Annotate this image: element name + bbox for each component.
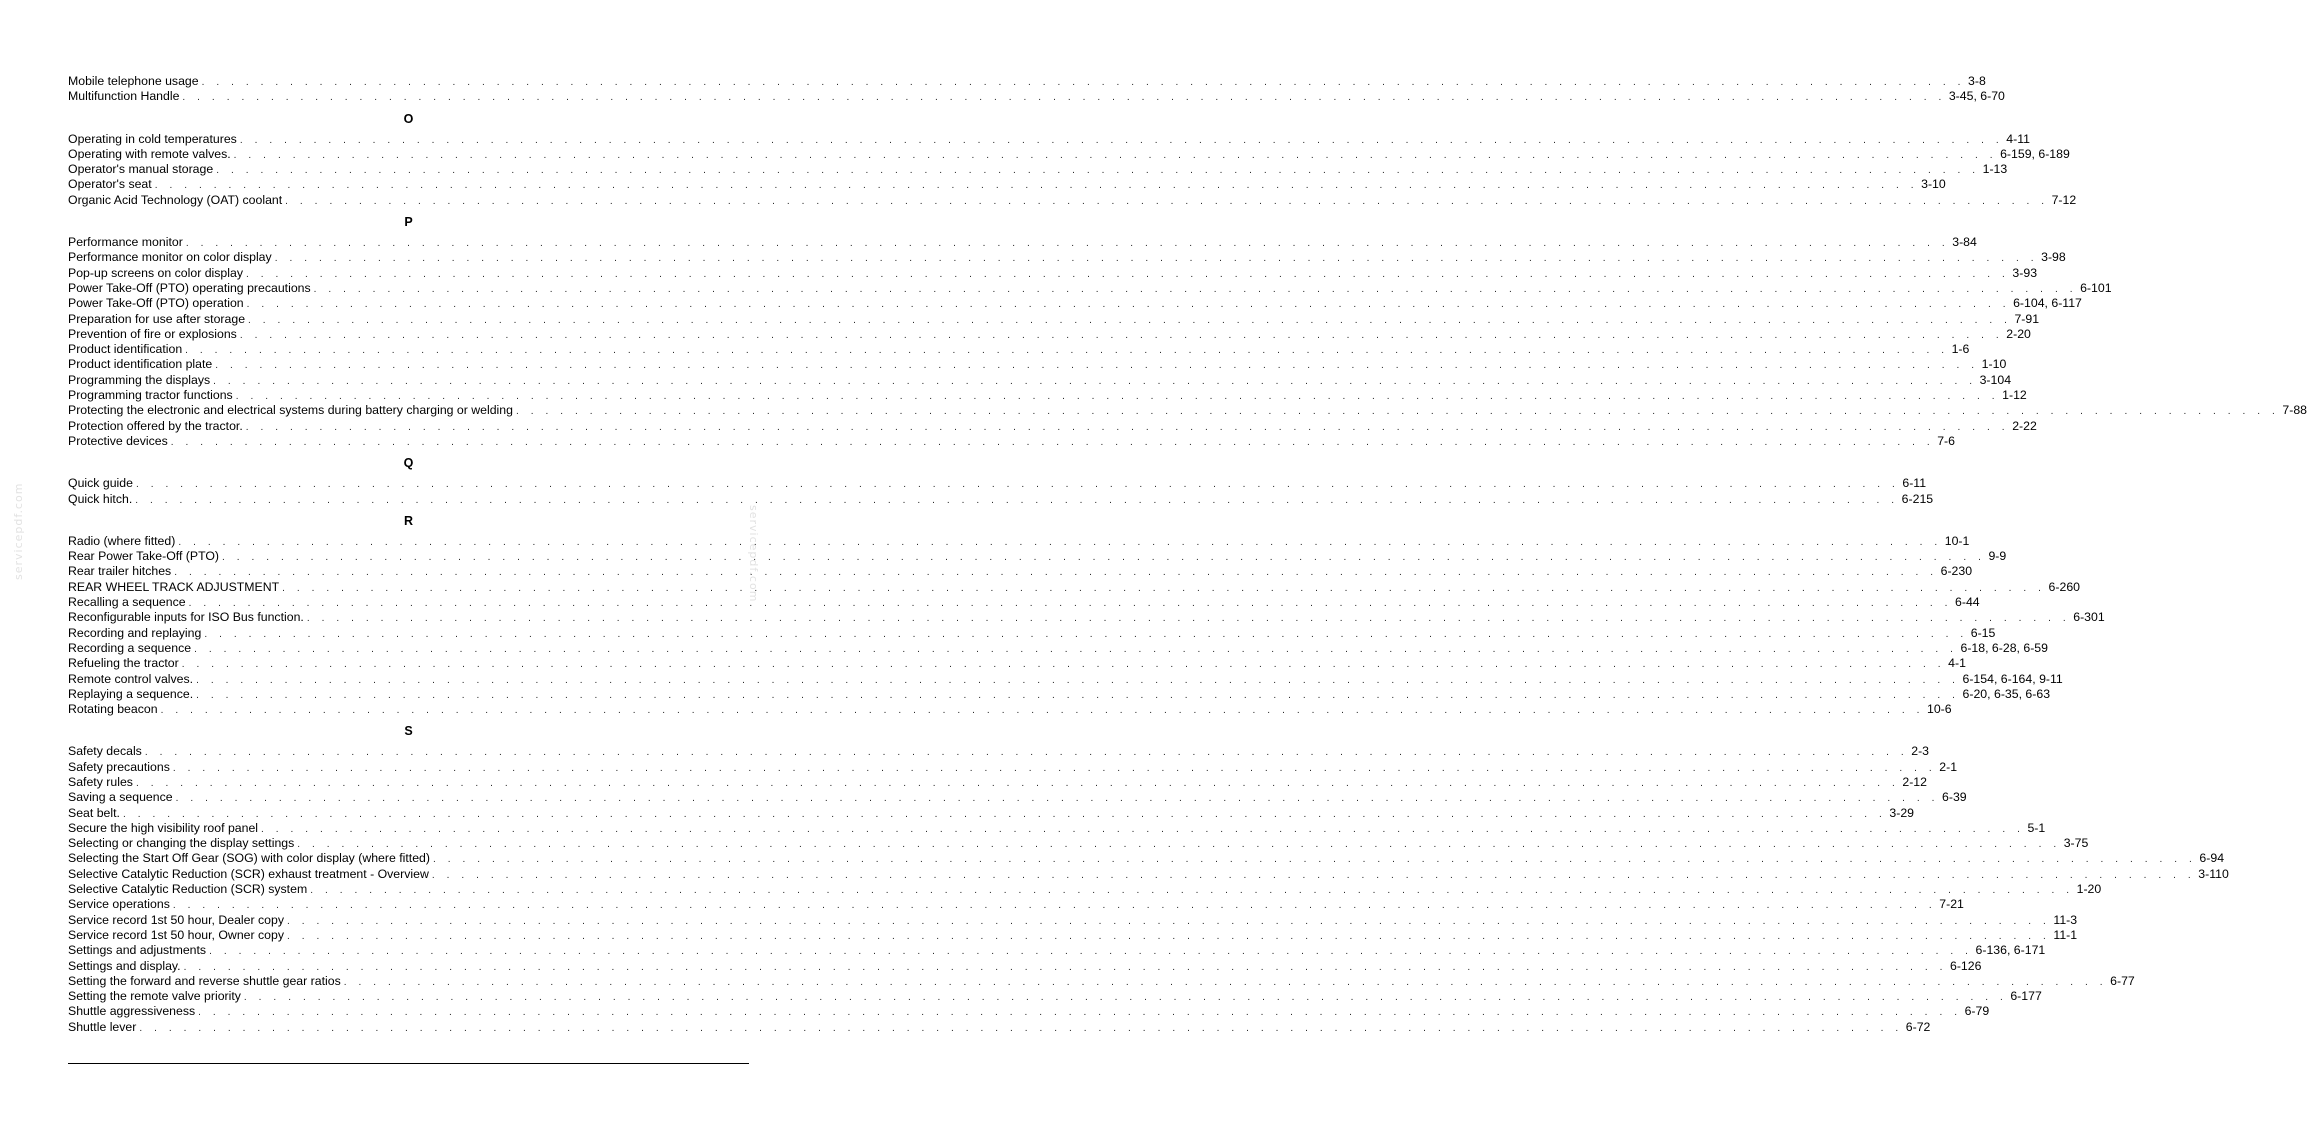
- index-entry[interactable]: [68, 280, 2112, 296]
- dot-leader: . . . . . . . . . . . . . . . . . . . . . . . . . . . . . . . . . . . . . . . . . . . . . . . . . . . . . . . . . . . . . . . . . . . . . . . . . . . . . . . . . . . . . . . . . . . . . . . . . . . . . . . . . . . . . . . . . . . . . . . .: [196, 689, 1960, 701]
- dot-leader: . . . . . . . . . . . . . . . . . . . . . . . . . . . . . . . . . . . . . . . . . . . . . . . . . . . . . . . . . . . . . . . . . . . . . . . . . . . . . . . . . . . . . . . . . . . . . . . . . . . . . . . . . . . . . . . . . . . . . . . .: [431, 869, 2196, 881]
- index-term: Operating with remote valves.: [68, 146, 231, 161]
- index-page-reference[interactable]: 6-15: [1970, 625, 1996, 640]
- index-page-reference[interactable]: 1-20: [2076, 882, 2102, 897]
- index-term: Programming the displays: [68, 372, 211, 387]
- dot-leader: . . . . . . . . . . . . . . . . . . . . . . . . . . . . . . . . . . . . . . . . . . . . . . . . . . . . . . . . . . . . . . . . . . . . . . . . . . . . . . . . . . . . . . . . . . . . . . . . . . . . . . . . . . . . . . . . . . . . . . . .: [306, 613, 2071, 625]
- index-term: Power Take-Off (PTO) operation: [68, 296, 244, 311]
- index-page-reference[interactable]: 3-10: [1921, 177, 1946, 192]
- dot-leader: . . . . . . . . . . . . . . . . . . . . . . . . . . . . . . . . . . . . . . . . . . . . . . . . . . . . . . . . . . . . . . . . . . . . . . . . . . . . . . . . . . . . . . . . . . . . . . . . . . . . . . . . . . . . . . . . . . . . . . . .: [286, 930, 2051, 942]
- dot-leader: . . . . . . . . . . . . . . . . . . . . . . . . . . . . . . . . . . . . . . . . . . . . . . . . . . . . . . . . . . . . . . . . . . . . . . . . . . . . . . . . . . . . . . . . . . . . . . . . . . . . . . . . . . . . . . . . . . . . . . . .: [209, 946, 1973, 958]
- index-page-reference[interactable]: 6-154, 6-164, 9-11: [1962, 671, 2063, 686]
- index-term: Multifunction Handle: [68, 89, 180, 104]
- index-entry[interactable]: [68, 265, 2038, 281]
- index-page-reference[interactable]: 10-6: [1926, 702, 1952, 717]
- index-term: Rear trailer hitches: [68, 564, 172, 579]
- dot-leader: . . . . . . . . . . . . . . . . . . . . . . . . . . . . . . . . . . . . . . . . . . . . . . . . . . . . . . . . . . . . . . . . . . . . . . . . . . . . . . . . . . . . . . . . . . . . . . . . . . . . . . . . . . . . . . . . . . . . . . . .: [216, 165, 1980, 177]
- index-page-reference[interactable]: 2-20: [2006, 326, 2031, 341]
- index-term: Reconfigurable inputs for ISO Bus function.: [68, 610, 304, 625]
- index-entry[interactable]: [68, 131, 2030, 147]
- dot-leader: . . . . . . . . . . . . . . . . . . . . . . . . . . . . . . . . . . . . . . . . . . . . . . . . . . . . . . . . . . . . . . . . . . . . . . . . . . . . . . . . . . . . . . . . . . . . . . . . . . . . . . . . . . . . . . . . . . . . . . . .: [144, 747, 1909, 759]
- dot-leader: . . . . . . . . . . . . . . . . . . . . . . . . . . . . . . . . . . . . . . . . . . . . . . . . . . . . . . . . . . . . . . . . . . . . . . . . . . . . . . . . . . . . . . . . . . . . . . . . . . . . . . . . . . . . . . . . . . . . . . . .: [233, 149, 1998, 161]
- index-page-reference[interactable]: 7-12: [2051, 192, 2077, 207]
- index-term: Safety rules: [68, 774, 133, 789]
- index-term: Selective Catalytic Reduction (SCR) system: [68, 882, 308, 897]
- index-entry[interactable]: [68, 805, 1915, 821]
- index-term: Rotating beacon: [68, 702, 158, 717]
- dot-leader: . . . . . . . . . . . . . . . . . . . . . . . . . . . . . . . . . . . . . . . . . . . . . . . . . . . . . . . . . . . . . . . . . . . . . . . . . . . . . . . . . . . . . . . . . . . . . . . . . . . . . . . . . . . . . . . . . . . . . . . .: [245, 421, 2010, 433]
- dot-leader: . . . . . . . . . . . . . . . . . . . . . . . . . . . . . . . . . . . . . . . . . . . . . . . . . . . . . . . . . . . . . . . . . . . . . . . . . . . . . . . . . . . . . . . . . . . . . . . . . . . . . . . . . . . . . . . . . . . . . . . .: [433, 854, 2197, 866]
- index-entry[interactable]: [68, 418, 2037, 434]
- index-page-reference[interactable]: 6-39: [1942, 790, 1967, 805]
- index-term: Operating in cold temperatures: [68, 131, 237, 146]
- index-entry[interactable]: [68, 866, 2229, 882]
- index-page-reference[interactable]: 2-12: [1902, 774, 1927, 789]
- dot-leader: . . . . . . . . . . . . . . . . . . . . . . . . . . . . . . . . . . . . . . . . . . . . . . . . . . . . . . . . . . . . . . . . . . . . . . . . . . . . . . . . . . . . . . . . . . . . . . . . . . . . . . . . . . . . . . . . . . . . . . . .: [222, 552, 1986, 564]
- index-entry[interactable]: [68, 671, 2063, 687]
- index-page-reference[interactable]: 2-22: [2012, 418, 2037, 433]
- dot-leader: . . . . . . . . . . . . . . . . . . . . . . . . . . . . . . . . . . . . . . . . . . . . . . . . . . . . . . . . . . . . . . . . . . . . . . . . . . . . . . . . . . . . . . . . . . . . . . . . . . . . . . . . . . . . . . . . . . . . . . . .: [172, 900, 1937, 912]
- index-entry[interactable]: [68, 640, 2048, 656]
- dot-leader: . . . . . . . . . . . . . . . . . . . . . . . . . . . . . . . . . . . . . . . . . . . . . . . . . . . . . . . . . . . . . . . . . . . . . . . . . . . . . . . . . . . . . . . . . . . . . . . . . . . . . . . . . . . . . . . . . . . . . . . .: [261, 823, 2025, 835]
- index-page-reference[interactable]: 3-110: [2198, 866, 2229, 881]
- index-entry[interactable]: [68, 296, 2082, 311]
- index-term: Seat belt.: [68, 805, 120, 820]
- index-term: Prevention of fire or explosions: [68, 326, 237, 341]
- index-entry[interactable]: [68, 882, 2102, 897]
- index-term: Service record 1st 50 hour, Dealer copy: [68, 912, 284, 927]
- index-page-reference[interactable]: 3-98: [2041, 250, 2066, 265]
- dot-leader: . . . . . . . . . . . . . . . . . . . . . . . . . . . . . . . . . . . . . . . . . . . . . . . . . . . . . . . . . . . . . . . . . . . . . . . . . . . . . . . . . . . . . . . . . . . . . . . . . . . . . . . . . . . . . . . . . . . . . . . .: [139, 1022, 1903, 1034]
- dot-leader: . . . . . . . . . . . . . . . . . . . . . . . . . . . . . . . . . . . . . . . . . . . . . . . . . . . . . . . . . . . . . . . . . . . . . . . . . . . . . . . . . . . . . . . . . . . . . . . . . . . . . . . . . . . . . . . . . . . . . . . .: [154, 180, 1919, 192]
- index-entry[interactable]: [68, 235, 1977, 250]
- index-page-reference[interactable]: 6-136, 6-171: [1975, 943, 2046, 958]
- index-term: Settings and adjustments: [68, 943, 207, 958]
- index-section: [68, 724, 2229, 1035]
- index-entry[interactable]: [68, 579, 2080, 595]
- index-entry[interactable]: [68, 533, 1970, 549]
- index-page-reference[interactable]: 6-79: [1964, 1004, 1990, 1019]
- dot-leader: . . . . . . . . . . . . . . . . . . . . . . . . . . . . . . . . . . . . . . . . . . . . . . . . . . . . . . . . . . . . . . . . . . . . . . . . . . . . . . . . . . . . . . . . . . . . . . . . . . . . . . . . . . . . . . . . . . . . . . . .: [135, 494, 1899, 506]
- index-page-reference[interactable]: 6-94: [2199, 851, 2225, 866]
- index-page-reference[interactable]: 3-93: [2012, 265, 2038, 280]
- index-entry[interactable]: [68, 89, 2005, 104]
- section-letter-heading: O: [403, 111, 414, 126]
- dot-leader: . . . . . . . . . . . . . . . . . . . . . . . . . . . . . . . . . . . . . . . . . . . . . . . . . . . . . . . . . . . . . . . . . . . . . . . . . . . . . . . . . . . . . . . . . . . . . . . . . . . . . . . . . . . . . . . . . . . . . . . .: [515, 406, 2280, 418]
- index-entry[interactable]: [68, 744, 1930, 759]
- index-entry[interactable]: [68, 1004, 1990, 1019]
- section-letter-heading: S: [404, 724, 413, 739]
- dot-leader: . . . . . . . . . . . . . . . . . . . . . . . . . . . . . . . . . . . . . . . . . . . . . . . . . . . . . . . . . . . . . . . . . . . . . . . . . . . . . . . . . . . . . . . . . . . . . . . . . . . . . . . . . . . . . . . . . . . . . . . .: [235, 391, 2000, 403]
- index-page-reference[interactable]: 11-3: [2053, 912, 2078, 927]
- index-page-reference[interactable]: 5-1: [2027, 820, 2046, 835]
- index-page-reference[interactable]: 10-1: [1944, 533, 1970, 548]
- index-term: Settings and display.: [68, 958, 181, 973]
- index-term: Shuttle lever: [68, 1019, 137, 1034]
- dot-leader: . . . . . . . . . . . . . . . . . . . . . . . . . . . . . . . . . . . . . . . . . . . . . . . . . . . . . . . . . . . . . . . . . . . . . . . . . . . . . . . . . . . . . . . . . . . . . . . . . . . . . . . . . . . . . . . . . . . . . . . .: [122, 808, 1887, 820]
- index-term: Pop-up screens on color display: [68, 265, 243, 280]
- dot-leader: . . . . . . . . . . . . . . . . . . . . . . . . . . . . . . . . . . . . . . . . . . . . . . . . . . . . . . . . . . . . . . . . . . . . . . . . . . . . . . . . . . . . . . . . . . . . . . . . . . . . . . . . . . . . . . . . . . . . . . . .: [188, 598, 1953, 610]
- index-entry[interactable]: [68, 625, 1996, 641]
- index-page-reference[interactable]: 2-1: [1939, 759, 1958, 774]
- dot-leader: . . . . . . . . . . . . . . . . . . . . . . . . . . . . . . . . . . . . . . . . . . . . . . . . . . . . . . . . . . . . . . . . . . . . . . . . . . . . . . . . . . . . . . . . . . . . . . . . . . . . . . . . . . . . . . . . . . . . . . . .: [175, 793, 1940, 805]
- index-page-reference[interactable]: 6-215: [1901, 491, 1934, 506]
- index-term: Recording and replaying: [68, 625, 202, 640]
- index-entry[interactable]: [68, 610, 2105, 625]
- index-page-reference[interactable]: 6-159, 6-189: [2000, 146, 2070, 161]
- index-page-reference[interactable]: 3-8: [1968, 74, 1986, 88]
- index-term: Setting the forward and reverse shuttle gear ratios: [68, 973, 341, 988]
- index-term: Selecting or changing the display settings: [68, 836, 295, 851]
- index-page-reference[interactable]: 6-72: [1905, 1019, 1931, 1034]
- index-entry[interactable]: [68, 372, 2012, 388]
- index-term: Protective devices: [68, 433, 168, 448]
- index-entry[interactable]: [68, 958, 1982, 974]
- index-page-reference[interactable]: 6-20, 6-35, 6-63: [1962, 686, 2051, 701]
- index-entry[interactable]: [68, 403, 2307, 418]
- index-page-reference[interactable]: 6-101: [2080, 280, 2112, 295]
- section-letter-heading: P: [404, 215, 413, 230]
- index-entry[interactable]: [68, 357, 2007, 372]
- dot-leader: . . . . . . . . . . . . . . . . . . . . . . . . . . . . . . . . . . . . . . . . . . . . . . . . . . . . . . . . . . . . . . . . . . . . . . . . . . . . . . . . . . . . . . . . . . . . . . . . . . . . . . . . . . . . . . . . . . . . . . . .: [310, 885, 2074, 897]
- index-term: Mobile telephone usage: [68, 74, 199, 88]
- index-page-reference[interactable]: 2-3: [1911, 744, 1930, 759]
- dot-leader: . . . . . . . . . . . . . . . . . . . . . . . . . . . . . . . . . . . . . . . . . . . . . . . . . . . . . . . . . . . . . . . . . . . . . . . . . . . . . . . . . . . . . . . . . . . . . . . . . . . . . . . . . . . . . . . . . . . . . . . .: [201, 77, 1966, 88]
- index-entry[interactable]: [68, 897, 1964, 912]
- index-term: Operator's manual storage: [68, 162, 214, 177]
- index-page-reference[interactable]: 1-10: [1981, 357, 2007, 372]
- index-entry[interactable]: [68, 192, 2077, 208]
- index-page-reference[interactable]: 6-301: [2073, 610, 2105, 625]
- dot-leader: . . . . . . . . . . . . . . . . . . . . . . . . . . . . . . . . . . . . . . . . . . . . . . . . . . . . . . . . . . . . . . . . . . . . . . . . . . . . . . . . . . . . . . . . . . . . . . . . . . . . . . . . . . . . . . . . . . . . . . . .: [178, 536, 1942, 548]
- dot-leader: . . . . . . . . . . . . . . . . . . . . . . . . . . . . . . . . . . . . . . . . . . . . . . . . . . . . . . . . . . . . . . . . . . . . . . . . . . . . . . . . . . . . . . . . . . . . . . . . . . . . . . . . . . . . . . . . . . . . . . . .: [239, 329, 2004, 341]
- index-entry[interactable]: [68, 656, 1966, 671]
- dot-leader: . . . . . . . . . . . . . . . . . . . . . . . . . . . . . . . . . . . . . . . . . . . . . . . . . . . . . . . . . . . . . . . . . . . . . . . . . . . . . . . . . . . . . . . . . . . . . . . . . . . . . . . . . . . . . . . . . . . . . . . .: [185, 238, 1950, 250]
- index-page-reference[interactable]: 6-260: [2048, 579, 2080, 594]
- index-page-reference[interactable]: 6-126: [1950, 958, 1982, 973]
- dot-leader: . . . . . . . . . . . . . . . . . . . . . . . . . . . . . . . . . . . . . . . . . . . . . . . . . . . . . . . . . . . . . . . . . . . . . . . . . . . . . . . . . . . . . . . . . . . . . . . . . . . . . . . . . . . . . . . . . . . . . . . .: [135, 479, 1900, 491]
- index-term: Service record 1st 50 hour, Owner copy: [68, 927, 284, 942]
- index-term: Protection offered by the tractor.: [68, 418, 243, 433]
- dot-leader: . . . . . . . . . . . . . . . . . . . . . . . . . . . . . . . . . . . . . . . . . . . . . . . . . . . . . . . . . . . . . . . . . . . . . . . . . . . . . . . . . . . . . . . . . . . . . . . . . . . . . . . . . . . . . . . . . . . . . . . .: [243, 992, 2008, 1004]
- section-letter-heading: R: [403, 513, 414, 528]
- index-term: Quick guide: [68, 476, 133, 491]
- index-entry[interactable]: [68, 836, 2089, 851]
- index-term: Power Take-Off (PTO) operating precautions: [68, 280, 311, 295]
- index-term: Organic Acid Technology (OAT) coolant: [68, 192, 283, 207]
- index-page-reference[interactable]: 7-6: [1937, 433, 1955, 448]
- index-page-reference[interactable]: 4-11: [2006, 131, 2030, 146]
- index-entry[interactable]: [68, 162, 2008, 177]
- index-entry[interactable]: [68, 74, 1986, 89]
- index-page-reference[interactable]: 6-18, 6-28, 6-59: [1960, 640, 2048, 655]
- dot-leader: . . . . . . . . . . . . . . . . . . . . . . . . . . . . . . . . . . . . . . . . . . . . . . . . . . . . . . . . . . . . . . . . . . . . . . . . . . . . . . . . . . . . . . . . . . . . . . . . . . . . . . . . . . . . . . . . . . . . . . . .: [213, 375, 1977, 387]
- section-letter-heading: Q: [403, 456, 414, 471]
- dot-leader: . . . . . . . . . . . . . . . . . . . . . . . . . . . . . . . . . . . . . . . . . . . . . . . . . . . . . . . . . . . . . . . . . . . . . . . . . . . . . . . . . . . . . . . . . . . . . . . . . . . . . . . . . . . . . . . . . . . . . . . .: [274, 253, 2039, 265]
- watermark-right: servicepdf.com: [747, 505, 760, 603]
- index-term: Recalling a sequence: [68, 595, 186, 610]
- index-term: Shuttle aggressiveness: [68, 1004, 196, 1019]
- index-term: Recording a sequence: [68, 640, 192, 655]
- index-page-reference[interactable]: 6-230: [1940, 564, 1973, 579]
- dot-leader: . . . . . . . . . . . . . . . . . . . . . . . . . . . . . . . . . . . . . . . . . . . . . . . . . . . . . . . . . . . . . . . . . . . . . . . . . . . . . . . . . . . . . . . . . . . . . . . . . . . . . . . . . . . . . . . . . . . . . . . .: [343, 976, 2108, 988]
- index-page-reference[interactable]: 3-84: [1952, 235, 1977, 250]
- index-entry[interactable]: [68, 1019, 1931, 1035]
- index-term: Replaying a sequence.: [68, 686, 194, 701]
- index-entry[interactable]: [68, 491, 1934, 507]
- index-term: REAR WHEEL TRACK ADJUSTMENT: [68, 579, 280, 594]
- dot-leader: . . . . . . . . . . . . . . . . . . . . . . . . . . . . . . . . . . . . . . . . . . . . . . . . . . . . . . . . . . . . . . . . . . . . . . . . . . . . . . . . . . . . . . . . . . . . . . . . . . . . . . . . . . . . . . . . . . . . . . . .: [194, 643, 1958, 655]
- index-term: Refueling the tractor: [68, 656, 179, 671]
- index-page-reference[interactable]: 3-29: [1889, 805, 1915, 820]
- index-entry[interactable]: [68, 912, 2078, 928]
- index-page-reference[interactable]: 7-21: [1939, 897, 1964, 912]
- index-term: Service operations: [68, 897, 170, 912]
- dot-leader: . . . . . . . . . . . . . . . . . . . . . . . . . . . . . . . . . . . . . . . . . . . . . . . . . . . . . . . . . . . . . . . . . . . . . . . . . . . . . . . . . . . . . . . . . . . . . . . . . . . . . . . . . . . . . . . . . . . . . . . .: [297, 839, 2061, 851]
- dot-leader: . . . . . . . . . . . . . . . . . . . . . . . . . . . . . . . . . . . . . . . . . . . . . . . . . . . . . . . . . . . . . . . . . . . . . . . . . . . . . . . . . . . . . . . . . . . . . . . . . . . . . . . . . . . . . . . . . . . . . . . .: [135, 777, 1900, 789]
- dot-leader: . . . . . . . . . . . . . . . . . . . . . . . . . . . . . . . . . . . . . . . . . . . . . . . . . . . . . . . . . . . . . . . . . . . . . . . . . . . . . . . . . . . . . . . . . . . . . . . . . . . . . . . . . . . . . . . . . . . . . . . .: [282, 582, 2046, 594]
- index-term: Performance monitor: [68, 235, 183, 250]
- index-entry[interactable]: [68, 146, 2070, 162]
- index-entry[interactable]: [68, 790, 1967, 805]
- index-page-reference[interactable]: 3-104: [1979, 372, 2012, 387]
- index-entry[interactable]: [68, 564, 1973, 579]
- index-term: Protecting the electronic and electrical systems during battery charging or welding: [68, 403, 513, 418]
- dot-leader: . . . . . . . . . . . . . . . . . . . . . . . . . . . . . . . . . . . . . . . . . . . . . . . . . . . . . . . . . . . . . . . . . . . . . . . . . . . . . . . . . . . . . . . . . . . . . . . . . . . . . . . . . . . . . . . . . . . . . . . .: [182, 92, 1946, 104]
- dot-leader: . . . . . . . . . . . . . . . . . . . . . . . . . . . . . . . . . . . . . . . . . . . . . . . . . . . . . . . . . . . . . . . . . . . . . . . . . . . . . . . . . . . . . . . . . . . . . . . . . . . . . . . . . . . . . . . . . . . . . . . .: [204, 628, 1968, 640]
- index-term: Remote control valves.: [68, 671, 194, 686]
- index-page-reference[interactable]: 7-91: [2014, 311, 2040, 326]
- index-entry[interactable]: [68, 943, 2046, 958]
- watermark-left: servicepdf.com: [12, 482, 25, 580]
- index-entry[interactable]: [68, 595, 1980, 610]
- index-entry[interactable]: [68, 476, 1927, 491]
- dot-leader: . . . . . . . . . . . . . . . . . . . . . . . . . . . . . . . . . . . . . . . . . . . . . . . . . . . . . . . . . . . . . . . . . . . . . . . . . . . . . . . . . . . . . . . . . . . . . . . . . . . . . . . . . . . . . . . . . . . . . . . .: [246, 268, 2010, 280]
- index-term: Safety decals: [68, 744, 142, 759]
- index-page-reference[interactable]: 9-9: [1988, 549, 2007, 564]
- index-term: Saving a sequence: [68, 790, 173, 805]
- dot-leader: . . . . . . . . . . . . . . . . . . . . . . . . . . . . . . . . . . . . . . . . . . . . . . . . . . . . . . . . . . . . . . . . . . . . . . . . . . . . . . . . . . . . . . . . . . . . . . . . . . . . . . . . . . . . . . . . . . . . . . . .: [248, 314, 2012, 326]
- index-entry[interactable]: [68, 388, 2027, 403]
- index-page-reference[interactable]: 4-1: [1948, 656, 1966, 671]
- dot-leader: . . . . . . . . . . . . . . . . . . . . . . . . . . . . . . . . . . . . . . . . . . . . . . . . . . . . . . . . . . . . . . . . . . . . . . . . . . . . . . . . . . . . . . . . . . . . . . . . . . . . . . . . . . . . . . . . . . . . . . . .: [185, 345, 1949, 357]
- dot-leader: . . . . . . . . . . . . . . . . . . . . . . . . . . . . . . . . . . . . . . . . . . . . . . . . . . . . . . . . . . . . . . . . . . . . . . . . . . . . . . . . . . . . . . . . . . . . . . . . . . . . . . . . . . . . . . . . . . . . . . . .: [246, 299, 2011, 311]
- index-term: Product identification: [68, 342, 183, 357]
- dot-leader: . . . . . . . . . . . . . . . . . . . . . . . . . . . . . . . . . . . . . . . . . . . . . . . . . . . . . . . . . . . . . . . . . . . . . . . . . . . . . . . . . . . . . . . . . . . . . . . . . . . . . . . . . . . . . . . . . . . . . . . .: [174, 567, 1938, 579]
- dot-leader: . . . . . . . . . . . . . . . . . . . . . . . . . . . . . . . . . . . . . . . . . . . . . . . . . . . . . . . . . . . . . . . . . . . . . . . . . . . . . . . . . . . . . . . . . . . . . . . . . . . . . . . . . . . . . . . . . . . . . . . .: [170, 436, 1935, 448]
- index-page-reference[interactable]: 6-44: [1955, 595, 1980, 610]
- dot-leader: . . . . . . . . . . . . . . . . . . . . . . . . . . . . . . . . . . . . . . . . . . . . . . . . . . . . . . . . . . . . . . . . . . . . . . . . . . . . . . . . . . . . . . . . . . . . . . . . . . . . . . . . . . . . . . . . . . . . . . . .: [313, 283, 2078, 295]
- index-entry[interactable]: [68, 342, 1970, 357]
- index-page-reference[interactable]: 11-1: [2053, 927, 2078, 942]
- index-entry[interactable]: [68, 774, 1927, 790]
- index-entry[interactable]: [68, 177, 1946, 192]
- index-term: Quick hitch.: [68, 491, 133, 506]
- dot-leader: . . . . . . . . . . . . . . . . . . . . . . . . . . . . . . . . . . . . . . . . . . . . . . . . . . . . . . . . . . . . . . . . . . . . . . . . . . . . . . . . . . . . . . . . . . . . . . . . . . . . . . . . . . . . . . . . . . . . . . . .: [215, 360, 1979, 372]
- index-page-reference[interactable]: 3-75: [2063, 836, 2089, 851]
- index-section: [68, 215, 2307, 449]
- index-term: Rear Power Take-Off (PTO): [68, 549, 220, 564]
- index-entry[interactable]: [68, 250, 2066, 265]
- index-page-reference[interactable]: 1-6: [1951, 342, 1970, 357]
- index-section: [68, 74, 2005, 105]
- index-page-reference[interactable]: 1-13: [1982, 162, 2008, 177]
- dot-leader: . . . . . . . . . . . . . . . . . . . . . . . . . . . . . . . . . . . . . . . . . . . . . . . . . . . . . . . . . . . . . . . . . . . . . . . . . . . . . . . . . . . . . . . . . . . . . . . . . . . . . . . . . . . . . . . . . . . . . . . .: [239, 134, 2004, 146]
- index-entry[interactable]: [68, 549, 2007, 564]
- index-term: Selective Catalytic Reduction (SCR) exhaust treatment - Overview: [68, 866, 429, 881]
- index-page-reference[interactable]: 1-12: [2002, 388, 2027, 403]
- dot-leader: . . . . . . . . . . . . . . . . . . . . . . . . . . . . . . . . . . . . . . . . . . . . . . . . . . . . . . . . . . . . . . . . . . . . . . . . . . . . . . . . . . . . . . . . . . . . . . . . . . . . . . . . . . . . . . . . . . . . . . . .: [172, 762, 1937, 774]
- index-entry[interactable]: [68, 851, 2225, 866]
- index-term: Safety precautions: [68, 759, 170, 774]
- index-term: Preparation for use after storage: [68, 311, 246, 326]
- index-term: Radio (where fitted): [68, 533, 176, 548]
- dot-leader: . . . . . . . . . . . . . . . . . . . . . . . . . . . . . . . . . . . . . . . . . . . . . . . . . . . . . . . . . . . . . . . . . . . . . . . . . . . . . . . . . . . . . . . . . . . . . . . . . . . . . . . . . . . . . . . . . . . . . . . .: [198, 1007, 1962, 1019]
- index-entry[interactable]: [68, 927, 2078, 943]
- dot-leader: . . . . . . . . . . . . . . . . . . . . . . . . . . . . . . . . . . . . . . . . . . . . . . . . . . . . . . . . . . . . . . . . . . . . . . . . . . . . . . . . . . . . . . . . . . . . . . . . . . . . . . . . . . . . . . . . . . . . . . . .: [196, 674, 1960, 686]
- index-term: Setting the remote valve priority: [68, 989, 241, 1004]
- index-term: Programming tractor functions: [68, 388, 233, 403]
- index-term: Secure the high visibility roof panel: [68, 820, 259, 835]
- index-entry[interactable]: [68, 759, 1958, 775]
- index-term: Selecting the Start Off Gear (SOG) with color display (where fitted): [68, 851, 430, 866]
- dot-leader: . . . . . . . . . . . . . . . . . . . . . . . . . . . . . . . . . . . . . . . . . . . . . . . . . . . . . . . . . . . . . . . . . . . . . . . . . . . . . . . . . . . . . . . . . . . . . . . . . . . . . . . . . . . . . . . . . . . . . . . .: [287, 915, 2051, 927]
- dot-leader: . . . . . . . . . . . . . . . . . . . . . . . . . . . . . . . . . . . . . . . . . . . . . . . . . . . . . . . . . . . . . . . . . . . . . . . . . . . . . . . . . . . . . . . . . . . . . . . . . . . . . . . . . . . . . . . . . . . . . . . .: [183, 961, 1947, 973]
- index-entry[interactable]: [68, 973, 2135, 989]
- index-page-reference[interactable]: 6-77: [2110, 973, 2135, 988]
- index-term: Performance monitor on color display: [68, 250, 272, 265]
- dot-leader: . . . . . . . . . . . . . . . . . . . . . . . . . . . . . . . . . . . . . . . . . . . . . . . . . . . . . . . . . . . . . . . . . . . . . . . . . . . . . . . . . . . . . . . . . . . . . . . . . . . . . . . . . . . . . . . . . . . . . . . .: [285, 195, 2049, 207]
- index-entry[interactable]: [68, 433, 1955, 449]
- dot-leader: . . . . . . . . . . . . . . . . . . . . . . . . . . . . . . . . . . . . . . . . . . . . . . . . . . . . . . . . . . . . . . . . . . . . . . . . . . . . . . . . . . . . . . . . . . . . . . . . . . . . . . . . . . . . . . . . . . . . . . . .: [160, 705, 1924, 717]
- index-entry[interactable]: [68, 702, 1952, 717]
- index-entry[interactable]: [68, 326, 2031, 342]
- index-entry[interactable]: [68, 686, 2051, 702]
- index-page-reference[interactable]: 6-104, 6-117: [2013, 296, 2082, 311]
- index-page-reference[interactable]: 6-11: [1902, 476, 1927, 491]
- index-entry[interactable]: [68, 820, 2046, 836]
- index-page-reference[interactable]: 3-45, 6-70: [1948, 89, 2005, 104]
- footer-rule: [68, 1063, 749, 1064]
- index-section: [68, 456, 1934, 507]
- index-section: [68, 111, 2077, 208]
- dot-leader: . . . . . . . . . . . . . . . . . . . . . . . . . . . . . . . . . . . . . . . . . . . . . . . . . . . . . . . . . . . . . . . . . . . . . . . . . . . . . . . . . . . . . . . . . . . . . . . . . . . . . . . . . . . . . . . . . . . . . . . .: [181, 659, 1946, 671]
- index-term: Operator's seat: [68, 177, 152, 192]
- index-page-reference[interactable]: 6-177: [2010, 989, 2042, 1004]
- index-entry[interactable]: [68, 311, 2040, 327]
- index-entry[interactable]: [68, 989, 2042, 1004]
- index-page-reference[interactable]: 7-88: [2282, 403, 2307, 418]
- index-term: Product identification plate: [68, 357, 213, 372]
